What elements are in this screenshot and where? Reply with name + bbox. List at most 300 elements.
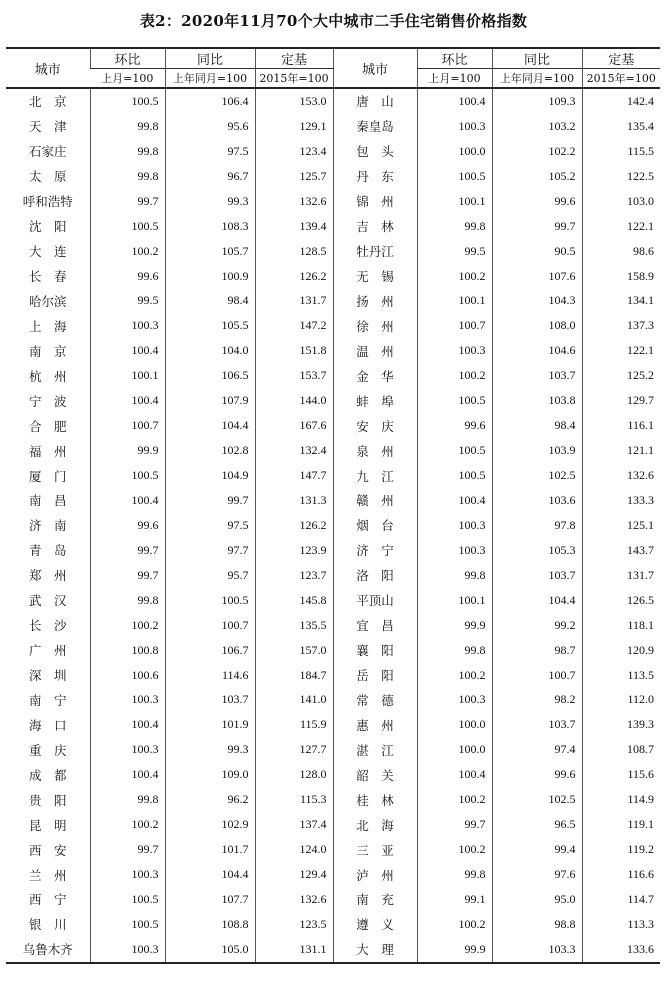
city-cell: 烟 台	[333, 513, 417, 538]
tongbi-cell: 106.4	[165, 88, 255, 114]
table-row	[6, 538, 660, 563]
tongbi-cell: 100.7	[492, 663, 582, 688]
dingji-cell: 139.4	[255, 214, 333, 239]
huanbi-cell: 100.4	[90, 712, 165, 737]
huanbi-cell: 99.9	[90, 438, 165, 463]
city-cell: 上 海	[28, 318, 67, 334]
tongbi-cell: 100.5	[165, 588, 255, 613]
dingji-cell: 141.0	[255, 688, 333, 713]
tongbi-cell: 99.6	[492, 189, 582, 214]
city-cell: 蚌 埠	[333, 388, 417, 413]
huanbi-cell: 99.8	[90, 114, 165, 139]
tongbi-cell: 106.5	[165, 363, 255, 388]
huanbi-cell: 99.8	[90, 588, 165, 613]
huanbi-cell: 100.7	[417, 313, 492, 338]
dingji-cell: 157.0	[255, 638, 333, 663]
dingji-cell: 126.5	[582, 588, 660, 613]
city-cell: 乌鲁木齐	[22, 942, 73, 958]
city-cell: 南 充	[333, 887, 417, 912]
table-row	[6, 264, 660, 289]
huanbi-cell: 100.2	[417, 787, 492, 812]
huanbi-cell: 99.7	[90, 837, 165, 862]
city-cell: 福 州	[28, 443, 67, 459]
city-cell: 北 京	[28, 94, 67, 110]
table-row	[6, 762, 660, 787]
huanbi-cell: 100.5	[417, 463, 492, 488]
city-cell: 安 庆	[333, 413, 417, 438]
dingji-cell: 123.9	[255, 538, 333, 563]
city-cell: 呼和浩特	[22, 194, 73, 210]
city-cell: 南 昌	[28, 493, 67, 509]
dingji-cell: 103.0	[582, 189, 660, 214]
dingji-cell: 139.3	[582, 712, 660, 737]
city-cell: 大 连	[28, 244, 67, 260]
tongbi-cell: 107.7	[165, 887, 255, 912]
city-cell: 牡丹江	[333, 239, 417, 264]
table-row	[6, 88, 660, 114]
city-cell: 宁 波	[28, 393, 67, 409]
dingji-cell: 127.7	[255, 737, 333, 762]
huanbi-cell: 100.4	[417, 488, 492, 513]
tongbi-cell: 90.5	[492, 239, 582, 264]
table-row	[6, 862, 660, 887]
city-cell: 宜 昌	[333, 613, 417, 638]
huanbi-cell: 100.5	[90, 88, 165, 114]
dingji-cell: 132.6	[255, 887, 333, 912]
tongbi-cell: 98.4	[492, 413, 582, 438]
table-row	[6, 812, 660, 837]
tongbi-cell: 99.3	[165, 737, 255, 762]
table-row	[6, 338, 660, 363]
dingji-cell: 114.9	[582, 787, 660, 812]
table-row	[6, 239, 660, 264]
dingji-sub-right: 2015年=100	[582, 69, 660, 89]
dingji-cell: 108.7	[582, 737, 660, 762]
dingji-cell: 112.0	[582, 688, 660, 713]
tongbi-cell: 96.2	[165, 787, 255, 812]
dingji-cell: 116.1	[582, 413, 660, 438]
huanbi-cell: 100.3	[417, 688, 492, 713]
city-cell: 成 都	[28, 767, 67, 783]
tongbi-cell: 105.3	[492, 538, 582, 563]
city-cell: 温 州	[333, 338, 417, 363]
dingji-cell: 144.0	[255, 388, 333, 413]
dingji-cell: 167.6	[255, 413, 333, 438]
dingji-cell: 137.4	[255, 812, 333, 837]
tongbi-cell: 104.9	[165, 463, 255, 488]
huanbi-cell: 100.4	[417, 88, 492, 114]
huanbi-cell: 99.6	[90, 513, 165, 538]
huanbi-cell: 100.3	[90, 688, 165, 713]
tongbi-cell: 103.7	[492, 712, 582, 737]
huanbi-cell: 99.8	[417, 563, 492, 588]
huanbi-cell: 100.2	[90, 613, 165, 638]
huanbi-cell: 100.3	[90, 937, 165, 963]
dingji-cell: 123.4	[255, 139, 333, 164]
huanbi-cell: 100.0	[417, 712, 492, 737]
dingji-cell: 129.7	[582, 388, 660, 413]
dingji-cell: 184.7	[255, 663, 333, 688]
table-body	[6, 88, 660, 963]
tongbi-cell: 103.6	[492, 488, 582, 513]
city-cell: 重 庆	[28, 742, 67, 758]
tongbi-cell: 96.5	[492, 812, 582, 837]
huanbi-cell: 100.5	[417, 164, 492, 189]
dingji-cell: 132.6	[582, 463, 660, 488]
dingji-cell: 123.5	[255, 912, 333, 937]
tongbi-cell: 104.4	[165, 413, 255, 438]
table-row	[6, 663, 660, 688]
dingji-cell: 115.9	[255, 712, 333, 737]
tongbi-cell: 97.8	[492, 513, 582, 538]
tongbi-cell: 97.4	[492, 737, 582, 762]
dingji-cell: 122.1	[582, 214, 660, 239]
huanbi-cell: 99.8	[417, 638, 492, 663]
huanbi-cell: 100.5	[90, 912, 165, 937]
dingji-cell: 147.7	[255, 463, 333, 488]
dingji-cell: 133.3	[582, 488, 660, 513]
huanbi-cell: 100.1	[417, 289, 492, 314]
city-cell: 南 京	[28, 343, 67, 359]
dingji-cell: 116.6	[582, 862, 660, 887]
huanbi-header-left: 环比	[90, 48, 165, 69]
city-cell: 泉 州	[333, 438, 417, 463]
city-cell: 太 原	[28, 169, 67, 185]
huanbi-cell: 99.7	[90, 538, 165, 563]
huanbi-cell: 99.8	[90, 164, 165, 189]
dingji-cell: 124.0	[255, 837, 333, 862]
huanbi-cell: 100.2	[417, 837, 492, 862]
huanbi-cell: 100.4	[417, 762, 492, 787]
table-row	[6, 189, 660, 214]
tongbi-cell: 104.6	[492, 338, 582, 363]
city-cell: 西 安	[28, 842, 67, 858]
tongbi-cell: 103.2	[492, 114, 582, 139]
tongbi-cell: 108.8	[165, 912, 255, 937]
city-header-right: 城市	[333, 48, 417, 88]
huanbi-cell: 99.8	[417, 214, 492, 239]
city-cell: 吉 林	[333, 214, 417, 239]
huanbi-cell: 99.8	[417, 862, 492, 887]
dingji-cell: 135.4	[582, 114, 660, 139]
table-row	[6, 513, 660, 538]
dingji-cell: 120.9	[582, 638, 660, 663]
table-header	[6, 48, 660, 88]
city-cell: 贵 阳	[28, 792, 67, 808]
table-row	[6, 912, 660, 937]
table-row	[6, 438, 660, 463]
dingji-cell: 119.2	[582, 837, 660, 862]
table-row	[6, 114, 660, 139]
city-cell: 济 南	[28, 518, 67, 534]
tongbi-cell: 103.9	[492, 438, 582, 463]
huanbi-cell: 100.3	[90, 737, 165, 762]
dingji-cell: 98.6	[582, 239, 660, 264]
city-cell: 西 宁	[28, 892, 67, 908]
dingji-cell: 115.3	[255, 787, 333, 812]
dingji-cell: 125.7	[255, 164, 333, 189]
huanbi-sub-right: 上月=100	[417, 69, 492, 89]
huanbi-cell: 100.5	[417, 388, 492, 413]
city-cell: 三 亚	[333, 837, 417, 862]
tongbi-cell: 100.9	[165, 264, 255, 289]
city-cell: 扬 州	[333, 289, 417, 314]
dingji-header-left: 定基	[255, 48, 333, 69]
dingji-cell: 132.6	[255, 189, 333, 214]
city-cell: 大 理	[333, 937, 417, 963]
city-cell: 常 德	[333, 688, 417, 713]
tongbi-header-right: 同比	[492, 48, 582, 69]
table-row	[6, 837, 660, 862]
dingji-cell: 126.2	[255, 264, 333, 289]
huanbi-cell: 99.7	[90, 563, 165, 588]
dingji-cell: 142.4	[582, 88, 660, 114]
dingji-cell: 118.1	[582, 613, 660, 638]
city-cell: 厦 门	[28, 468, 67, 484]
tongbi-cell: 114.6	[165, 663, 255, 688]
table-row	[6, 787, 660, 812]
dingji-cell: 122.5	[582, 164, 660, 189]
huanbi-cell: 100.3	[90, 862, 165, 887]
dingji-header-right: 定基	[582, 48, 660, 69]
city-cell: 赣 州	[333, 488, 417, 513]
city-cell: 石家庄	[28, 144, 67, 160]
table-row	[6, 463, 660, 488]
table-row	[6, 289, 660, 314]
huanbi-cell: 100.5	[90, 214, 165, 239]
dingji-cell: 115.5	[582, 139, 660, 164]
city-header-left: 城市	[6, 48, 90, 88]
huanbi-cell: 100.4	[90, 338, 165, 363]
table-row	[6, 313, 660, 338]
city-cell: 平顶山	[333, 588, 417, 613]
huanbi-cell: 100.3	[417, 513, 492, 538]
tongbi-cell: 103.7	[165, 688, 255, 713]
city-cell: 南 宁	[28, 692, 67, 708]
tongbi-cell: 104.0	[165, 338, 255, 363]
dingji-cell: 113.5	[582, 663, 660, 688]
tongbi-cell: 99.2	[492, 613, 582, 638]
table-row	[6, 164, 660, 189]
city-cell: 锦 州	[333, 189, 417, 214]
city-cell: 天 津	[28, 119, 67, 135]
dingji-cell: 143.7	[582, 538, 660, 563]
city-cell: 青 岛	[28, 543, 67, 559]
huanbi-cell: 100.3	[417, 114, 492, 139]
huanbi-cell: 99.1	[417, 887, 492, 912]
tongbi-cell: 95.7	[165, 563, 255, 588]
tongbi-cell: 104.4	[165, 862, 255, 887]
huanbi-cell: 100.3	[90, 313, 165, 338]
city-cell: 长 春	[28, 269, 67, 285]
tongbi-sub-left: 上年同月=100	[165, 69, 255, 89]
huanbi-cell: 100.1	[90, 363, 165, 388]
dingji-cell: 145.8	[255, 588, 333, 613]
tongbi-cell: 105.5	[165, 313, 255, 338]
huanbi-cell: 100.4	[90, 762, 165, 787]
tongbi-cell: 102.2	[492, 139, 582, 164]
city-cell: 沈 阳	[28, 219, 67, 235]
tongbi-cell: 103.7	[492, 563, 582, 588]
tongbi-cell: 103.8	[492, 388, 582, 413]
city-cell: 金 华	[333, 363, 417, 388]
city-cell: 深 圳	[28, 668, 67, 684]
city-cell: 武 汉	[28, 593, 67, 609]
city-cell: 徐 州	[333, 313, 417, 338]
city-cell: 唐 山	[333, 88, 417, 114]
table-row	[6, 588, 660, 613]
dingji-cell: 135.5	[255, 613, 333, 638]
city-cell: 杭 州	[28, 368, 67, 384]
huanbi-cell: 99.6	[90, 264, 165, 289]
dingji-cell: 129.4	[255, 862, 333, 887]
price-index-table	[6, 47, 660, 964]
tongbi-cell: 97.6	[492, 862, 582, 887]
city-cell: 长 沙	[28, 618, 67, 634]
dingji-cell: 131.7	[255, 289, 333, 314]
tongbi-cell: 97.5	[165, 139, 255, 164]
city-cell: 银 川	[28, 917, 67, 933]
tongbi-cell: 105.2	[492, 164, 582, 189]
tongbi-cell: 96.7	[165, 164, 255, 189]
dingji-cell: 151.8	[255, 338, 333, 363]
huanbi-cell: 100.2	[417, 363, 492, 388]
dingji-cell: 134.1	[582, 289, 660, 314]
tongbi-cell: 97.5	[165, 513, 255, 538]
city-cell: 丹 东	[333, 164, 417, 189]
tongbi-cell: 99.7	[492, 214, 582, 239]
dingji-cell: 114.7	[582, 887, 660, 912]
huanbi-cell: 100.5	[417, 438, 492, 463]
tongbi-cell: 106.7	[165, 638, 255, 663]
huanbi-cell: 100.0	[417, 139, 492, 164]
dingji-cell: 137.3	[582, 313, 660, 338]
tongbi-cell: 102.8	[165, 438, 255, 463]
huanbi-cell: 99.5	[90, 289, 165, 314]
dingji-cell: 131.3	[255, 488, 333, 513]
huanbi-cell: 100.2	[417, 663, 492, 688]
city-cell: 包 头	[333, 139, 417, 164]
city-cell: 海 口	[28, 717, 67, 733]
huanbi-cell: 100.2	[417, 912, 492, 937]
huanbi-cell: 100.2	[90, 812, 165, 837]
tongbi-cell: 98.2	[492, 688, 582, 713]
table-row	[6, 887, 660, 912]
huanbi-cell: 100.0	[417, 737, 492, 762]
tongbi-cell: 100.7	[165, 613, 255, 638]
dingji-sub-left: 2015年=100	[255, 69, 333, 89]
table-row	[6, 688, 660, 713]
dingji-cell: 121.1	[582, 438, 660, 463]
tongbi-cell: 99.4	[492, 837, 582, 862]
table-row	[6, 563, 660, 588]
dingji-cell: 126.2	[255, 513, 333, 538]
tongbi-cell: 98.8	[492, 912, 582, 937]
city-cell: 洛 阳	[333, 563, 417, 588]
tongbi-cell: 95.6	[165, 114, 255, 139]
huanbi-cell: 99.8	[90, 139, 165, 164]
tongbi-cell: 108.3	[165, 214, 255, 239]
huanbi-cell: 99.7	[417, 812, 492, 837]
tongbi-cell: 105.0	[165, 937, 255, 963]
tongbi-cell: 107.9	[165, 388, 255, 413]
tongbi-sub-right: 上年同月=100	[492, 69, 582, 89]
tongbi-cell: 99.3	[165, 189, 255, 214]
city-cell: 惠 州	[333, 712, 417, 737]
city-cell: 广 州	[28, 643, 67, 659]
huanbi-cell: 99.9	[417, 937, 492, 963]
tongbi-cell: 103.7	[492, 363, 582, 388]
dingji-cell: 147.2	[255, 313, 333, 338]
table-row	[6, 388, 660, 413]
dingji-cell: 153.7	[255, 363, 333, 388]
city-cell: 兰 州	[28, 867, 67, 883]
tongbi-cell: 104.3	[492, 289, 582, 314]
tongbi-cell: 104.4	[492, 588, 582, 613]
huanbi-cell: 99.8	[90, 787, 165, 812]
tongbi-cell: 103.3	[492, 937, 582, 963]
city-cell: 济 宁	[333, 538, 417, 563]
huanbi-cell: 100.2	[90, 239, 165, 264]
dingji-cell: 158.9	[582, 264, 660, 289]
huanbi-cell: 100.7	[90, 413, 165, 438]
dingji-cell: 123.7	[255, 563, 333, 588]
city-cell: 合 肥	[28, 418, 67, 434]
table-row	[6, 613, 660, 638]
table-row	[6, 488, 660, 513]
huanbi-cell: 100.5	[90, 887, 165, 912]
tongbi-cell: 107.6	[492, 264, 582, 289]
dingji-cell: 113.3	[582, 912, 660, 937]
dingji-cell: 125.2	[582, 363, 660, 388]
tongbi-cell: 101.7	[165, 837, 255, 862]
huanbi-cell: 99.7	[90, 189, 165, 214]
huanbi-cell: 100.8	[90, 638, 165, 663]
tongbi-cell: 97.7	[165, 538, 255, 563]
huanbi-cell: 100.2	[417, 264, 492, 289]
table-row	[6, 139, 660, 164]
huanbi-cell: 100.1	[417, 189, 492, 214]
tongbi-cell: 98.4	[165, 289, 255, 314]
tongbi-cell: 102.5	[492, 463, 582, 488]
huanbi-cell: 99.9	[417, 613, 492, 638]
dingji-cell: 153.0	[255, 88, 333, 114]
huanbi-sub-left: 上月=100	[90, 69, 165, 89]
huanbi-cell: 100.1	[417, 588, 492, 613]
tongbi-cell: 95.0	[492, 887, 582, 912]
table-row	[6, 413, 660, 438]
city-cell: 桂 林	[333, 787, 417, 812]
dingji-cell: 132.4	[255, 438, 333, 463]
huanbi-cell: 100.6	[90, 663, 165, 688]
huanbi-cell: 99.6	[417, 413, 492, 438]
dingji-cell: 133.6	[582, 937, 660, 963]
dingji-cell: 131.1	[255, 937, 333, 963]
city-cell: 遵 义	[333, 912, 417, 937]
city-cell: 湛 江	[333, 737, 417, 762]
table-row	[6, 737, 660, 762]
tongbi-cell: 98.7	[492, 638, 582, 663]
huanbi-cell: 100.3	[417, 338, 492, 363]
huanbi-cell: 99.5	[417, 239, 492, 264]
tongbi-cell: 102.5	[492, 787, 582, 812]
tongbi-cell: 105.7	[165, 239, 255, 264]
tongbi-cell: 99.7	[165, 488, 255, 513]
city-cell: 韶 关	[333, 762, 417, 787]
dingji-cell: 128.5	[255, 239, 333, 264]
dingji-cell: 115.6	[582, 762, 660, 787]
table-row	[6, 712, 660, 737]
